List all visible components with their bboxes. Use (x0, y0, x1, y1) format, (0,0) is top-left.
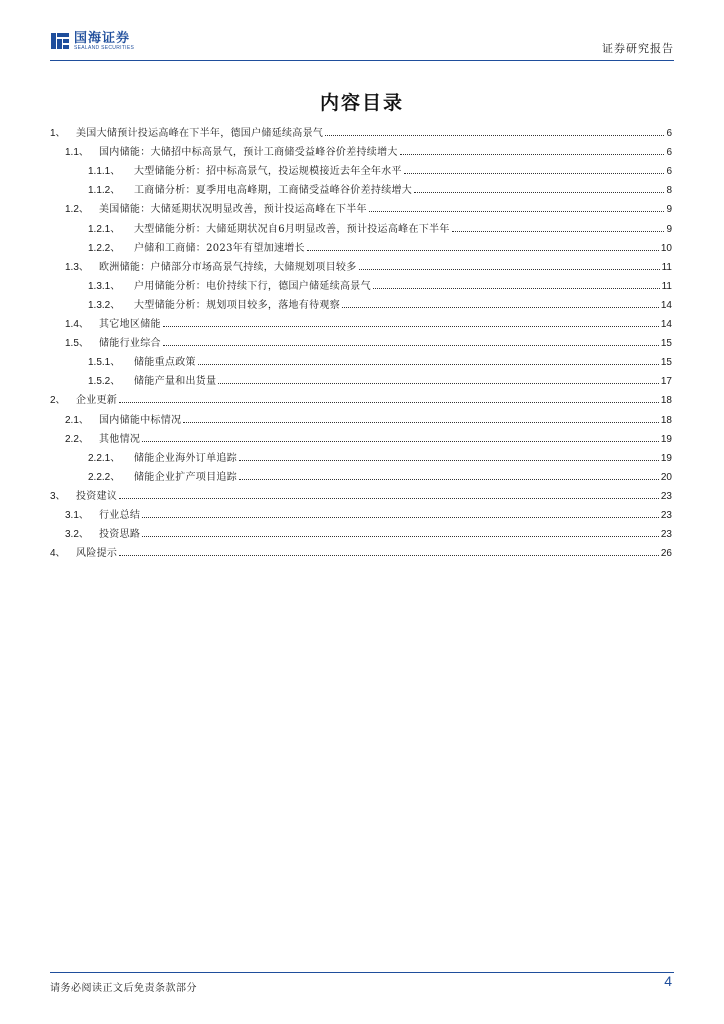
toc-entry-page: 9 (666, 204, 672, 216)
toc-entry-title: 储能企业海外订单追踪 (134, 452, 237, 464)
toc-dot-leader (239, 479, 659, 480)
toc-entry[interactable] (50, 292, 672, 311)
toc-dot-leader (400, 154, 665, 155)
toc-entry-number: 3.1、 (65, 509, 89, 521)
toc-entry-page: 11 (661, 261, 672, 273)
toc-entry[interactable] (50, 502, 672, 521)
report-type-label: 证券研究报告 (602, 42, 674, 55)
toc-entry-number: 2.2.2、 (88, 471, 121, 483)
toc-entry-number: 1.2.1、 (88, 223, 121, 235)
toc-entry-page: 6 (666, 128, 672, 140)
toc-entry[interactable] (50, 215, 672, 234)
toc-entry-page: 20 (660, 471, 672, 483)
toc-entry-page: 19 (660, 452, 672, 464)
toc-entry-title: 大型储能分析：规划项目较多，落地有待观察 (134, 299, 340, 311)
toc-entry-number: 1、 (50, 128, 66, 140)
toc-entry-number: 1.3.1、 (88, 280, 121, 292)
toc-entry-page: 8 (666, 185, 672, 197)
disclaimer-text: 请务必阅读正文后免责条款部分 (50, 983, 197, 994)
toc-entry-title: 其他情况 (99, 433, 141, 445)
toc-entry-number: 1.5、 (65, 338, 89, 350)
toc-entry-number: 1.4、 (65, 319, 89, 331)
toc-entry[interactable] (50, 196, 672, 215)
toc-entry-number: 4、 (50, 548, 66, 560)
toc-dot-leader (359, 269, 660, 270)
toc-entry-page: 19 (660, 433, 672, 445)
toc-entry-title: 企业更新 (76, 395, 118, 407)
toc-dot-leader (307, 250, 659, 251)
toc-entry[interactable] (50, 426, 672, 445)
toc-entry[interactable] (50, 235, 672, 254)
toc-dot-leader (369, 211, 665, 212)
toc-entry-number: 3.2、 (65, 529, 89, 541)
toc-entry-page: 17 (660, 376, 672, 388)
toc-entry-number: 2.2、 (65, 433, 89, 445)
toc-entry-title: 储能重点政策 (134, 357, 196, 369)
toc-entry-title: 国内储能：大储招中标高景气，预计工商储受益峰谷价差持续增大 (99, 147, 398, 159)
toc-entry[interactable] (50, 349, 672, 368)
toc-entry[interactable] (50, 177, 672, 196)
toc-entry-number: 1.5.2、 (88, 376, 121, 388)
toc-entry-page: 23 (660, 509, 672, 521)
toc-entry-page: 23 (660, 529, 672, 541)
toc-dot-leader (119, 402, 659, 403)
toc-dot-leader (325, 135, 664, 136)
toc-entry-title: 投资建议 (76, 490, 118, 502)
table-of-contents (50, 120, 672, 559)
toc-entry-title: 行业总结 (99, 509, 141, 521)
toc-entry-page: 6 (666, 147, 672, 159)
toc-entry[interactable] (50, 368, 672, 387)
toc-entry-number: 1.2.2、 (88, 242, 121, 254)
toc-entry[interactable] (50, 273, 672, 292)
toc-entry-number: 2、 (50, 395, 66, 407)
toc-entry-page: 10 (660, 242, 672, 254)
toc-entry-title: 投资思路 (99, 529, 141, 541)
logo-english-name: SEALAND SECURITIES (74, 44, 135, 51)
toc-entry-page: 9 (666, 223, 672, 235)
toc-dot-leader (452, 231, 665, 232)
toc-entry[interactable] (50, 406, 672, 425)
toc-entry[interactable] (50, 311, 672, 330)
toc-entry-page: 18 (660, 414, 672, 426)
toc-entry-title: 工商储分析：夏季用电高峰期，工商储受益峰谷价差持续增大 (134, 185, 413, 197)
toc-entry-title: 国内储能中标情况 (99, 414, 182, 426)
toc-dot-leader (218, 383, 658, 384)
toc-entry[interactable] (50, 464, 672, 483)
toc-entry-page: 11 (661, 280, 672, 292)
company-logo (50, 30, 134, 52)
toc-entry-title: 大型储能分析：招中标高景气，投运规模接近去年全年水平 (134, 166, 402, 178)
toc-entry-title: 欧洲储能：户储部分市场高景气持续，大储规划项目较多 (99, 261, 357, 273)
toc-entry-title: 美国大储预计投运高峰在下半年，德国户储延续高景气 (76, 128, 324, 140)
toc-dot-leader (142, 536, 659, 537)
page-header (50, 30, 674, 61)
page-footer (50, 972, 674, 997)
toc-entry-number: 1.5.1、 (88, 357, 121, 369)
toc-entry-number: 1.2、 (65, 204, 89, 216)
sealand-logo-icon (50, 31, 70, 51)
toc-entry-number: 1.3、 (65, 261, 89, 273)
toc-entry-title: 储能产量和出货量 (134, 376, 217, 388)
toc-dot-leader (404, 173, 665, 174)
toc-dot-leader (373, 288, 660, 289)
toc-entry-title: 储能行业综合 (99, 338, 161, 350)
toc-entry[interactable] (50, 521, 672, 540)
toc-dot-leader (119, 555, 659, 556)
toc-entry-page: 15 (660, 357, 672, 369)
toc-entry-page: 23 (660, 490, 672, 502)
toc-entry[interactable] (50, 540, 672, 559)
toc-entry[interactable] (50, 139, 672, 158)
toc-dot-leader (163, 326, 659, 327)
toc-entry-page: 14 (660, 319, 672, 331)
toc-entry-number: 1.3.2、 (88, 299, 121, 311)
toc-entry-title: 大型储能分析：大储延期状况自6月明显改善，预计投运高峰在下半年 (134, 223, 450, 235)
toc-entry-number: 1.1、 (65, 147, 89, 159)
toc-entry-number: 3、 (50, 490, 66, 502)
toc-dot-leader (119, 498, 659, 499)
toc-entry[interactable] (50, 120, 672, 139)
toc-dot-leader (142, 517, 659, 518)
toc-entry-number: 2.2.1、 (88, 452, 121, 464)
toc-dot-leader (163, 345, 659, 346)
toc-dot-leader (239, 460, 659, 461)
toc-dot-leader (142, 441, 659, 442)
toc-entry-page: 14 (660, 299, 672, 311)
toc-entry-title: 美国储能：大储延期状况明显改善，预计投运高峰在下半年 (99, 204, 367, 216)
toc-entry-title: 户用储能分析：电价持续下行，德国户储延续高景气 (134, 280, 371, 292)
toc-dot-leader (342, 307, 659, 308)
toc-entry[interactable] (50, 158, 672, 177)
toc-entry-number: 1.1.2、 (88, 185, 121, 197)
toc-entry-number: 1.1.1、 (88, 166, 121, 178)
toc-dot-leader (183, 422, 658, 423)
toc-entry[interactable] (50, 254, 672, 273)
toc-entry[interactable] (50, 445, 672, 464)
logo-chinese-name: 国海证券 (74, 30, 131, 46)
toc-entry[interactable] (50, 387, 672, 406)
toc-entry-title: 其它地区储能 (99, 319, 161, 331)
toc-entry-title: 户储和工商储：2023年有望加速增长 (134, 242, 305, 254)
page-title: 内容目录 (319, 92, 404, 114)
toc-entry-page: 15 (660, 338, 672, 350)
toc-entry[interactable] (50, 330, 672, 349)
toc-entry-number: 2.1、 (65, 414, 89, 426)
toc-entry[interactable] (50, 483, 672, 502)
toc-entry-title: 储能企业扩产项目追踪 (134, 471, 237, 483)
toc-dot-leader (198, 364, 659, 365)
page-number: 4 (664, 973, 672, 989)
toc-entry-page: 18 (660, 395, 672, 407)
toc-entry-title: 风险提示 (76, 548, 118, 560)
toc-entry-page: 26 (660, 548, 672, 560)
toc-dot-leader (414, 192, 664, 193)
toc-entry-page: 6 (666, 166, 672, 178)
